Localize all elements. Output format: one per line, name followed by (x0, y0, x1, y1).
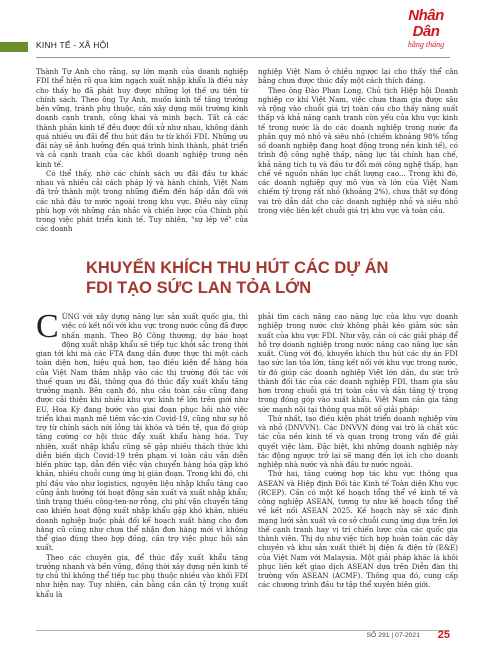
header-divider (36, 57, 450, 58)
drop-cap: C (36, 308, 59, 345)
top-left-column (36, 67, 248, 234)
paragraph: nghiệp Việt Nam ở chiều ngược lại cho thấy thể cân bằng chưa được thúc đẩy một cách thích đáng. (258, 67, 458, 86)
issue-number: SỐ 291 | 07-2021 (366, 632, 420, 639)
section-color-bar (0, 42, 28, 52)
section-label: KINH TẾ - XÃ HỘI (36, 40, 109, 50)
paragraph: Có thể thấy, nhờ các chính sách ưu đãi đầu tư khác nhau và nhiều cải cách pháp lý và hành chính, Việt Nam đã trở thành một trong những điểm đến hấp dẫn đối với các nhà đầu tư nước ngoài trong khu vực. Điều này cũng phù hợp với những cản nhắc và chiến lược của Chính phủ trong việc phát triển kinh tế. Tuy nhiên, "sự lép vế" của các doanh (36, 168, 248, 234)
paragraph: phải tìm cách nâng cao năng lực của khu vực doanh nghiệp trong nước chứ không phải kéo giảm sức sản xuất của khu vực FDI. Như vậy, cần có các giải pháp để hỗ trợ doanh nghiệp trong nước nâng cao năng lực sản xuất. Cùng với đó, khuyến khích thu hút các dự án FDI tạo sức lan tỏa lớn, tăng kết nối với khu vực trong nước, từ đó giúp các doanh nghiệp Việt lớn dần, du sức trở thành đối tác của các doanh nghiệp FDI, tham gia sâu hơn trong chuỗi giá trị toàn cầu và dần tăng tỷ trọng trong đóng góp vào xuất khẩu. Việt Nam cần gia tăng sức mạnh nội tại thông qua một số giải pháp: (258, 312, 458, 414)
bottom-right-column (258, 312, 458, 590)
paragraph: ÙNG với xây dựng năng lực sản xuất quốc gia, thì việc có kết nối với khu vực trong nước cũng đã được nhấn mạnh. Theo Bộ Công thương, dự báo hoạt động xuất nhập khẩu sẽ tiếp tục khởi sắc trong thời gian tới khi mà các FTA đang dần được thực thi một cách toàn diện hơn, hiệu quả hơn, tạo điều kiện để hàng hóa của Việt Nam thâm nhập vào các thị trường đối tác với thuế quan ưu đãi, thông qua đó thúc đẩy xuất khẩu tăng trưởng mạnh. Bên cạnh đó, nhu cầu toàn cầu cũng đang được cải thiện khi nhiều khu vực kinh tế lớn trên giới như EU, Hoa Kỳ đang bước vào giai đoạn phục hồi nhờ việc triển khai mạnh mẽ tiêm vắc-xin Covid-19, cũng như sự hỗ trợ từ chính sách nới lỏng tài khóa và tiền tệ, qua đó giúp tăng cường cơ hội thúc đẩy xuất khẩu hàng hóa. Tuy nhiên, xuất nhập khẩu cũng sẽ gặp nhiều thách thức khi diễn biến dịch Covid-19 trên phạm vi toàn cầu vẫn diễn biến phức tạp, dẫn đến việc vận chuyển hàng hóa gặp khó khăn, nhiều chuỗi cung ứng bị gián đoạn. Trong khi đó, chi phí đầu vào như logistics, nguyên liệu nhập khẩu tăng cao cũng ảnh hưởng tới hoạt động sản xuất và xuất nhập khẩu; tình trạng thiếu công-ten-nơ rỗng, chi phí vận chuyển tăng cao khiến hoạt động xuất nhập khẩu gặp khó khăn, nhiều doanh nghiệp buộc phải đối kế hoạch xuất hàng cho đơn hàng cũ cũng như chưa thể nhận đơn hàng mới vì không thể giao đúng theo hợp đồng, cần trợ việc phục hồi sản xuất. (36, 312, 248, 553)
footer-divider (36, 630, 450, 631)
logo-title: Nhân Dân (408, 7, 444, 40)
section-heading: KHUYẾN KHÍCH THU HÚT CÁC DỰ ÁN FDI TẠO SỨC LAN TỎA LỚN (86, 259, 389, 297)
paragraph: Thứ hai, tăng cường hợp tác khu vực thông qua ASEAN và Hiệp định Đối tác Kinh tế Toàn diện Khu vực (RCEP). Cần có một kế hoạch tổng thể về kinh tế và công nghiệp ASEAN, tương tự như kế hoạch tổng thể về kết nối ASEAN 2025. Kế hoạch này sẽ xác định mạng lưới sản xuất và cơ sở chuỗi cung ứng dựa trên lợi thế cạnh tranh hay vị trí chiến lược của các quốc gia thành viên. Thị dụ như việc tích hợp hoàn toàn các dây chuyền và khu sản xuất thiết bị điện & điện tử (E&E) của Việt Nam với Malaysia. Một giải pháp khác là khôi phục liên kết giao dịch ASEAN dựa trên Diễn đàn thị trường vốn ASEAN (ACMF). Thông qua đó, cung cấp các chương trình đầu tư tập thể xuyên biên giới. (258, 469, 458, 590)
top-right-column (258, 67, 458, 215)
paragraph: Theo ông Đào Phan Long, Chủ tịch Hiệp hội Doanh nghiệp cơ khí Việt Nam, việc chưa tham gia được sâu và rộng vào chuỗi giá trị toàn cầu cho thấy năng suất thấp và khả năng cạnh tranh còn yếu của khu vực kinh tế trong nước là do các doanh nghiệp trong nước đa phần quy mô nhỏ và siêu nhỏ (chiếm khoảng 98% tổng số doanh nghiệp đang hoạt động trong nền kinh tế), có trình độ công nghệ thấp, năng lực tài chính hạn chế, khả năng tích tụ và đầu tư đổi mới công nghệ thấp, hạn chế về nguồn nhân lực chất lượng cao... Trong khi đó, các doanh nghiệp quy mô vừa và lớn của Việt Nam chiếm tỷ trọng rất nhỏ (khoảng 2%), chưa thật sự đóng vai trò dẫn dắt cho các doanh nghiệp nhỏ và siêu nhỏ trong việc liên kết chuỗi giá trị khu vực và toàn cầu. (258, 85, 458, 215)
publication-logo (398, 8, 454, 52)
paragraph: Theo các chuyên gia, để thúc đẩy xuất khẩu tăng trưởng nhanh và bền vững, đồng thời xây dựng nền kinh tế tự chủ thì không thể tiếp tục phụ thuộc nhiều vào khối FDI như hiện nay. Tuy nhiên, cần bằng cần cân tỷ trọng xuất khẩu là (36, 552, 248, 599)
bottom-left-column (36, 308, 248, 599)
paragraph: Thứ nhất, tạo điều kiện phát triển doanh nghiệp vừa và nhỏ (DNVVN). Các DNVVN đóng vai trò là chất xúc tác của nền kinh tế và quan trọng trong vấn đề giải quyết việc làm. Đặc biệt, khi những doanh nghiệp này tác động ngược trở lại sẽ mang đến lợi ích cho doanh nghiệp nhà nước và nhà đầu tư nước ngoài. (258, 413, 458, 469)
page-number: 25 (437, 629, 450, 641)
logo-subtitle: hằng tháng (407, 40, 445, 49)
paragraph: Thành Tự Anh cho rằng, sự lớn mạnh của doanh nghiệp FDI thể hiện rõ qua kim ngạch xuất nhập khẩu là điều này cho thấy họ đã phát huy được những lợi thế ưu tiên từ chính sách. Theo ông Tự Anh, muốn kinh tế tăng trưởng bền vững, tránh phụ thuộc, cần xây dựng môi trường kinh doanh cạnh tranh, công khai và minh bạch. Tất cả các thành phần kinh tế đều được đối xử như nhau, không dành quá nhiều ưu đãi để thu hút đầu tư từ khối FDI. Những ưu đãi này sẽ ảnh hưởng đến quá trình hình thành, phát triển và cả cạnh tranh của các khối doanh nghiệp trong nền kinh tế. (36, 67, 248, 169)
